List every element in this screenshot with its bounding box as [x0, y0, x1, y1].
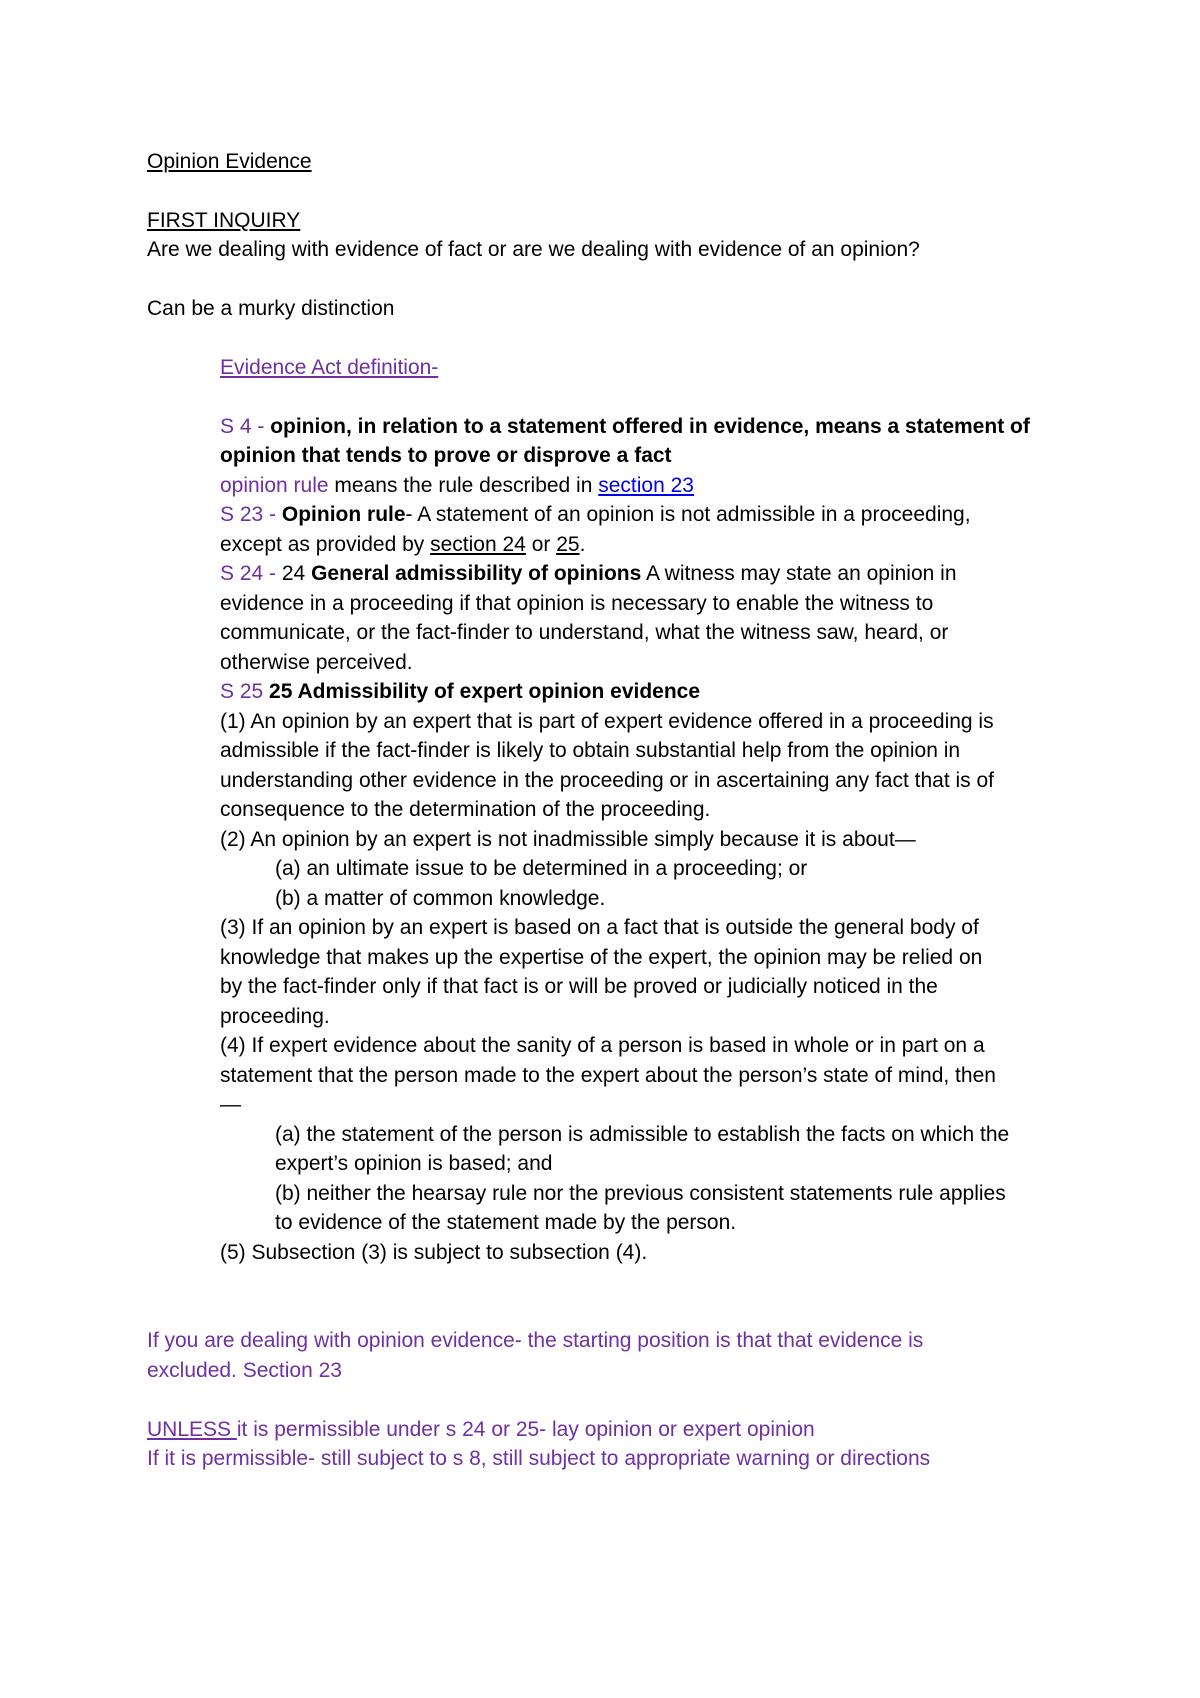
s25-p4-line-1: (4) If expert evidence about the sanity of a person is based in whole or in part on a	[220, 1034, 985, 1057]
s25-p3-line-2: knowledge that makes up the expertise of the expert, the opinion may be relied on	[220, 946, 983, 969]
document-title: Opinion Evidence	[147, 150, 312, 173]
s4-line-2: opinion that tends to prove or disprove a fact	[220, 444, 672, 467]
opinion-rule-term: opinion rule	[220, 474, 329, 497]
s25-p3-line-3: by the fact-finder only if that fact is or will be proved or judicially noticed in the	[220, 975, 938, 998]
evidence-act-heading: Evidence Act definition-	[220, 356, 439, 379]
first-inquiry-question: Are we dealing with evidence of fact or are we dealing with evidence of an opinion?	[147, 238, 920, 261]
opinion-rule-text: means the rule described in	[328, 474, 599, 497]
s23-label: S 23 -	[220, 503, 282, 526]
s25-p2-a: (a) an ultimate issue to be determined in a proceeding; or	[275, 857, 808, 880]
s25-p4-b-line-1: (b) neither the hearsay rule nor the previous consistent statements rule applies	[275, 1182, 1006, 1205]
s25-p1-line-1: (1) An opinion by an expert that is part of expert evidence offered in a proceeding is	[220, 710, 994, 733]
s25-heading-line	[220, 678, 700, 706]
s4-label: S 4 -	[220, 415, 271, 438]
s25-p4-b-line-2: to evidence of the statement made by the person.	[275, 1211, 737, 1234]
s23-end: .	[579, 533, 586, 556]
s25-p4-line-2: statement that the person made to the expert about the person’s state of mind, then	[220, 1064, 996, 1087]
s23-or: or	[525, 533, 557, 556]
s25-heading: 25 Admissibility of expert opinion evidence	[263, 680, 701, 703]
s25-p4-a-line-1: (a) the statement of the person is admissible to establish the facts on which the	[275, 1123, 1010, 1146]
section-23-link[interactable]: section 23	[598, 474, 694, 497]
s25-p2: (2) An opinion by an expert is not inadmissible simply because it is about—	[220, 828, 916, 851]
s25-p4-a-line-2: expert’s opinion is based; and	[275, 1152, 553, 1175]
conclusion-line-2: excluded. Section 23	[147, 1359, 342, 1382]
s23-line-1	[220, 501, 971, 529]
opinion-rule-definition	[220, 472, 694, 500]
s25-p4-line-3: —	[220, 1093, 241, 1116]
s25-label: S 25	[220, 680, 264, 703]
s25-p3-line-4: proceeding.	[220, 1005, 330, 1028]
unless-text: it is permissible under s 24 or 25- lay opinion or expert opinion	[236, 1418, 815, 1441]
s25-p3-line-1: (3) If an opinion by an expert is based on a fact that is outside the general body of	[220, 916, 979, 939]
s24-text-1: A witness may state an opinion in	[641, 562, 957, 585]
s24-line-3: communicate, or the fact-finder to understand, what the witness saw, heard, or	[220, 621, 949, 644]
first-inquiry-note: Can be a murky distinction	[147, 297, 395, 320]
s23-heading: Opinion rule	[281, 503, 406, 526]
unless-line	[147, 1416, 815, 1444]
section-24-ref[interactable]: section 24	[430, 533, 526, 556]
s24-number: 24	[281, 562, 312, 585]
s24-line-4: otherwise perceived.	[220, 651, 413, 674]
s23-line-2	[220, 531, 585, 559]
conclusion-line-1: If you are dealing with opinion evidence- the starting position is that that evidence is	[147, 1329, 924, 1352]
s24-line-2: evidence in a proceeding if that opinion is necessary to enable the witness to	[220, 592, 934, 615]
s4-line-1	[220, 413, 1030, 441]
s25-p1-line-4: consequence to the determination of the proceeding.	[220, 798, 711, 821]
first-inquiry-heading: FIRST INQUIRY	[147, 209, 301, 232]
s24-line-1	[220, 560, 957, 588]
s25-p5: (5) Subsection (3) is subject to subsection (4).	[220, 1241, 648, 1264]
s25-p1-line-3: understanding other evidence in the proceeding or in ascertaining any fact that is of	[220, 769, 994, 792]
s24-heading: General admissibility of opinions	[311, 562, 642, 585]
s4-text-1: opinion, in relation to a statement offered in evidence, means a statement of	[270, 415, 1030, 438]
s25-p2-b: (b) a matter of common knowledge.	[275, 887, 606, 910]
s23-text-1: - A statement of an opinion is not admissible in a proceeding,	[405, 503, 971, 526]
s24-label: S 24 -	[220, 562, 282, 585]
s23-text-2: except as provided by	[220, 533, 431, 556]
permissible-line: If it is permissible- still subject to s 8, still subject to appropriate warning or directions	[147, 1447, 931, 1470]
unless-keyword: UNLESS	[147, 1418, 237, 1441]
section-25-ref[interactable]: 25	[556, 533, 580, 556]
s25-p1-line-2: admissible if the fact-finder is likely to obtain substantial help from the opinion in	[220, 739, 961, 762]
